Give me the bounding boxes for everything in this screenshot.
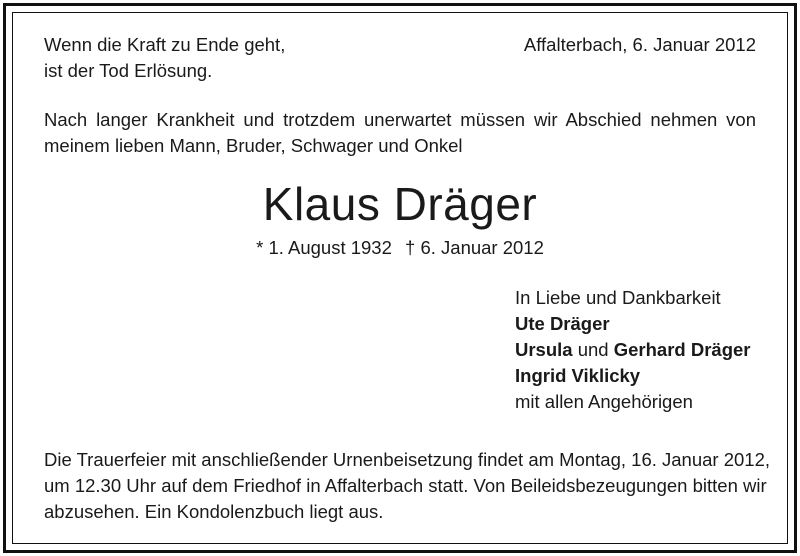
mourners-block [515,285,750,415]
mourner-1: Ute Dräger [515,313,610,334]
mourners-intro: In Liebe und Dankbarkeit [515,287,721,308]
announcement-line-1: Nach langer Krankheit und trotzdem unerwartet müssen wir Abschied nehmen von [44,109,756,130]
quote-line-2: ist der Tod Erlösung. [44,60,213,81]
mourners-outro: mit allen Angehörigen [515,391,693,412]
mourner-2a: Ursula [515,339,573,360]
opening-quote [44,32,285,84]
funeral-line-3: abzusehen. Ein Kondolenzbuch liegt aus. [44,501,384,522]
life-dates [0,237,800,259]
mourner-3: Ingrid Viklicky [515,365,641,386]
mourner-2 [515,337,750,363]
place-and-date: Affalterbach, 6. Januar 2012 [523,34,756,55]
funeral-line-2: um 12.30 Uhr auf dem Friedhof in Affalterbach statt. Von Beileidsbezeugungen bitten wir [44,475,767,496]
birth-date: * 1. August 1932 [256,237,392,258]
death-date: † 6. Januar 2012 [405,237,544,258]
funeral-details [44,447,771,525]
mourner-conjunction: und [577,339,609,360]
announcement-text [44,107,756,159]
deceased-name: Klaus Dräger [262,178,538,230]
quote-line-1: Wenn die Kraft zu Ende geht, [44,34,286,55]
funeral-line-1: Die Trauerfeier mit anschließender Urnenbeisetzung findet am Montag, 16. Januar 2012, [44,449,771,470]
mourner-2b: Gerhard Dräger [613,339,751,360]
announcement-line-2: meinem lieben Mann, Bruder, Schwager und Onkel [44,135,463,156]
